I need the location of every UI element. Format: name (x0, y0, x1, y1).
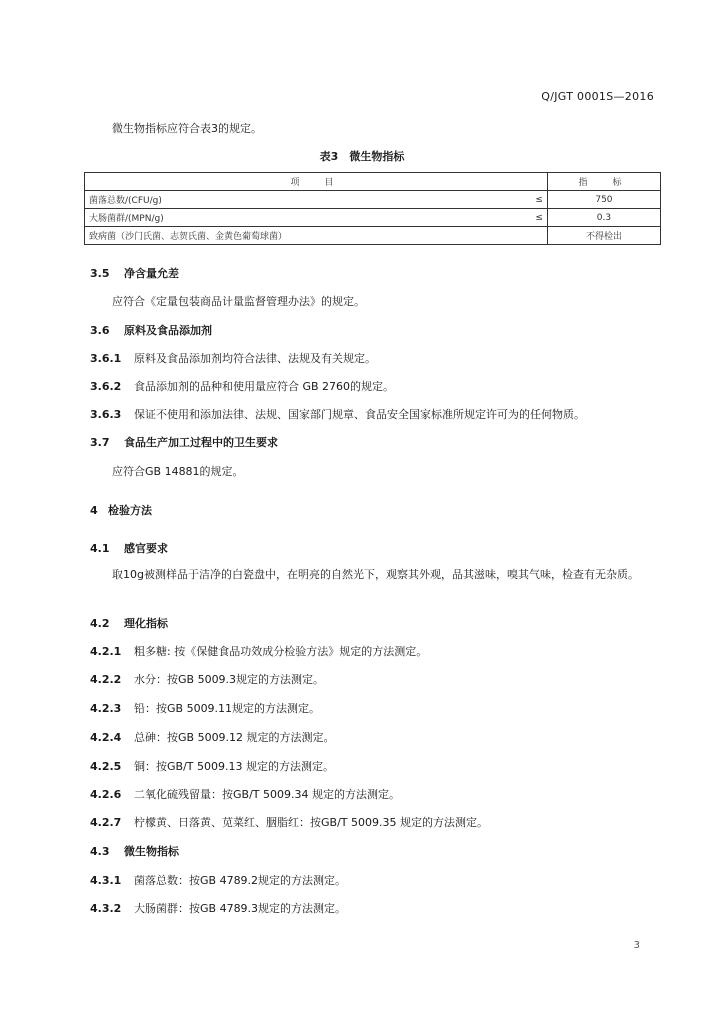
row-relation: ≤ (519, 191, 548, 209)
section-4-heading (90, 502, 152, 518)
row-value: 0.3 (547, 209, 660, 227)
clause-number: 4.2.7 (90, 816, 122, 829)
clause-text: 总砷：按GB 5009.12 规定的方法测定。 (134, 731, 335, 744)
clause-3-6-2 (90, 378, 394, 394)
row-value: 不得检出 (547, 227, 660, 245)
row-item: 致病菌（沙门氏菌、志贺氏菌、金黄色葡萄球菌） (85, 227, 519, 245)
table-row (85, 209, 661, 227)
section-title: 微生物指标 (124, 845, 179, 858)
clause-number: 3.6.3 (90, 408, 122, 421)
section-3-7-heading (90, 434, 278, 450)
clause-number: 4.2.5 (90, 760, 122, 773)
clause-3-6-1 (90, 350, 376, 366)
table-title: 表3 微生物指标 (319, 150, 405, 163)
clause-number: 4.2.2 (90, 673, 122, 686)
clause-4-2-7 (90, 814, 488, 830)
section-number: 4.3 (90, 845, 110, 858)
section-3-5-heading (90, 265, 179, 281)
table-row (85, 227, 661, 245)
row-value: 750 (547, 191, 660, 209)
clause-4-2-2 (90, 671, 324, 687)
clause-3-6-3 (90, 406, 585, 422)
clause-4-2-3 (90, 700, 320, 716)
section-number: 4.2 (90, 617, 110, 630)
section-title: 净含量允差 (124, 267, 179, 280)
clause-number: 4.3.1 (90, 874, 122, 887)
clause-text: 大肠菌群：按GB 4789.3规定的方法测定。 (134, 902, 347, 915)
clause-text: 保证不使用和添加法律、法规、国家部门规章、食品安全国家标准所规定许可为的任何物质。 (134, 408, 585, 421)
clause-text: 水分：按GB 5009.3规定的方法测定。 (134, 673, 325, 686)
clause-number: 4.2.1 (90, 645, 122, 658)
page-number: 3 (633, 940, 640, 951)
clause-text: 菌落总数：按GB 4789.2规定的方法测定。 (134, 874, 347, 887)
row-relation (519, 227, 548, 245)
clause-number: 3.6.2 (90, 380, 122, 393)
clause-text: 二氧化硫残留量：按GB/T 5009.34 规定的方法测定。 (134, 788, 400, 801)
section-title: 原料及食品添加剂 (124, 324, 212, 337)
section-3-5-text: 应符合《定量包装商品计量监督管理办法》的规定。 (112, 295, 365, 308)
section-number: 3.6 (90, 324, 110, 337)
section-3-6-heading (90, 322, 212, 338)
clause-text: 铅：按GB 5009.11规定的方法测定。 (134, 702, 321, 715)
section-title: 感官要求 (124, 542, 168, 555)
clause-number: 4.2.4 (90, 731, 122, 744)
clause-number: 3.6.1 (90, 352, 122, 365)
document-code: Q/JGT 0001S—2016 (541, 90, 654, 103)
section-number: 3.5 (90, 267, 110, 280)
clause-4-2-1 (90, 643, 427, 659)
section-title: 理化指标 (124, 617, 168, 630)
section-4-1-heading (90, 540, 168, 556)
clause-text: 柠檬黄、日落黄、苋菜红、胭脂红：按GB/T 5009.35 规定的方法测定。 (134, 816, 488, 829)
clause-text: 粗多糖: 按《保健食品功效成分检验方法》规定的方法测定。 (134, 645, 428, 658)
clause-text: 食品添加剂的品种和使用量应符合 GB 2760的规定。 (134, 380, 395, 393)
row-item: 大肠菌群/(MPN/g) (85, 209, 519, 227)
clause-text: 铜：按GB/T 5009.13 规定的方法测定。 (134, 760, 334, 773)
section-number: 4.1 (90, 542, 110, 555)
clause-number: 4.2.6 (90, 788, 122, 801)
clause-number: 4.2.3 (90, 702, 122, 715)
section-title: 食品生产加工过程中的卫生要求 (124, 436, 278, 449)
intro-text: 微生物指标应符合表3的规定。 (112, 122, 262, 135)
table-row (85, 191, 661, 209)
row-relation: ≤ (519, 209, 548, 227)
header-item: 项 目 (85, 173, 548, 191)
microbial-table (84, 172, 661, 245)
clause-text: 原料及食品添加剂均符合法律、法规及有关规定。 (134, 352, 376, 365)
clause-4-2-5 (90, 758, 334, 774)
clause-4-3-2 (90, 900, 346, 916)
section-4-2-heading (90, 615, 168, 631)
section-4-1-text: 取10g被测样品于洁净的白瓷盘中，在明亮的自然光下，观察其外观，品其滋味，嗅其气味，检查有无杂质。 (112, 568, 639, 581)
clause-4-2-6 (90, 786, 400, 802)
section-4-3-heading (90, 843, 179, 859)
section-number: 4 (90, 504, 98, 517)
clause-4-3-1 (90, 872, 346, 888)
section-3-7-text: 应符合GB 14881的规定。 (112, 465, 244, 478)
row-item: 菌落总数/(CFU/g) (85, 191, 519, 209)
clause-number: 4.3.2 (90, 902, 122, 915)
table-header-row (85, 173, 661, 191)
header-value: 指 标 (547, 173, 660, 191)
section-number: 3.7 (90, 436, 110, 449)
section-title: 检验方法 (108, 504, 152, 517)
clause-4-2-4 (90, 729, 335, 745)
